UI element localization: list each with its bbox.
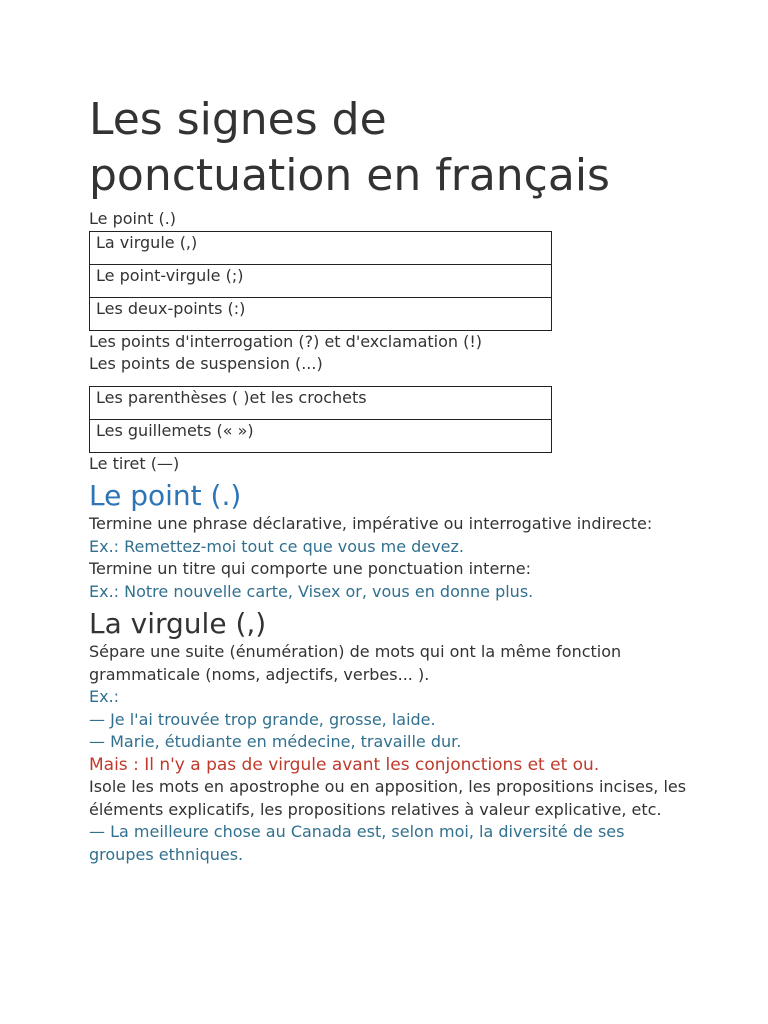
example-text: — Marie, étudiante en médecine, travaille dur. <box>89 732 462 751</box>
rule-text: Termine une phrase déclarative, impérative ou interrogative indirecte: <box>89 514 653 533</box>
section-heading-virgule: La virgule (,) <box>89 607 267 640</box>
rule-text: Sépare une suite (énumération) de mots qui ont la même fonction grammaticale (noms, adjectifs, verbes... ). <box>89 642 622 684</box>
spacer <box>89 376 689 386</box>
table-row <box>90 419 552 452</box>
toc-item-point: Le point (.) <box>89 209 177 228</box>
example-text: Ex.: Remettez-moi tout ce que vous me devez. <box>89 536 464 556</box>
toc-item-interrogation: Les points d'interrogation (?) et d'exclamation (!) <box>89 331 483 351</box>
toc-cell-point-virgule: Le point-virgule (;) <box>90 264 552 297</box>
toc-cell-guillemets: Les guillemets (« ») <box>90 419 552 452</box>
example-text: — Je l'ai trouvée trop grande, grosse, laide. <box>89 709 436 729</box>
example-text: Ex.: Notre nouvelle carte, Visex or, vous en donne plus. <box>89 581 534 601</box>
document-page <box>89 92 689 866</box>
toc-table-1 <box>89 231 552 331</box>
example-text: — La meilleure chose au Canada est, selon moi, la diversité de ses groupes ethniques. <box>89 822 625 864</box>
warning-text: Mais : Il n'y a pas de virgule avant les conjonctions et et ou. <box>89 754 600 775</box>
table-row <box>90 231 552 264</box>
table-of-contents <box>89 208 689 475</box>
page-title <box>89 92 689 204</box>
toc-cell-virgule: La virgule (,) <box>90 231 552 264</box>
section-heading-point: Le point (.) <box>89 479 242 512</box>
table-row <box>90 386 552 419</box>
example-label: Ex.: <box>89 687 120 706</box>
toc-cell-deux-points: Les deux-points (:) <box>90 297 552 330</box>
toc-cell-parentheses: Les parenthèses ( )et les crochets <box>90 386 552 419</box>
table-row <box>90 297 552 330</box>
rule-text: Isole les mots en apostrophe ou en apposition, les propositions incises, les éléments explicatifs, les propositions relatives à valeur explicative, etc. <box>89 777 687 819</box>
section-point <box>89 479 689 603</box>
rule-text: Termine un titre qui comporte une ponctuation interne: <box>89 559 531 578</box>
toc-item-suspension: Les points de suspension (...) <box>89 354 323 373</box>
toc-table-2 <box>89 386 552 453</box>
section-virgule <box>89 607 689 866</box>
page-title-line-2: ponctuation en français <box>89 150 610 201</box>
page-title-line-1: Les signes de <box>89 94 387 145</box>
table-row <box>90 264 552 297</box>
toc-item-tiret: Le tiret (—) <box>89 453 180 473</box>
